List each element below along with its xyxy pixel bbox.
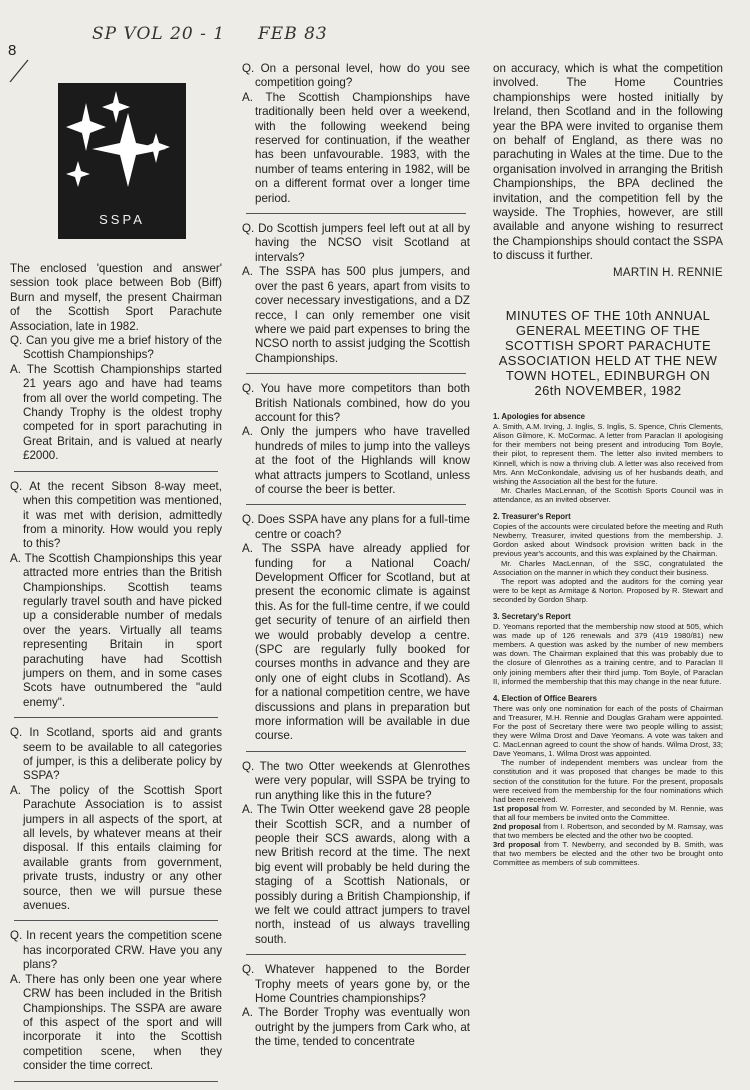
minutes-paragraph: The number of independent members was unclear from the constitution and it was proposed that changes be made to this section of the constitution for the future. For the present, proposals were received from the membership for the four nominations which had been received. (493, 758, 723, 804)
question: Q. The two Otter weekends at Glenrothes were very popular, will SSPA be trying to run anything like this in the future? (242, 759, 470, 802)
minutes-paragraph: A. Smith, A.M. Irving, J. Inglis, S. Inglis, S. Spence, Chris Clements, Alison Gilmore, K. McCormac. A letter from Paraclan II apologising for their members not being present and introducing Tom Boyle, their pilot, to represent them. The letter also invited members to Kinnell, which is now a thriving club. A letter was also received from Mrs. Ann McConkondale, advising us of her husbands death, and wishing the Association all the best for the future. (493, 422, 723, 486)
qa-item (10, 929, 222, 1073)
qa-item (242, 222, 470, 366)
question: Q. You have more competitors than both British Nationals combined, how do you account for this? (242, 382, 470, 424)
divider (246, 213, 466, 214)
answer: A. The SSPA has 500 plus jumpers, and over the past 6 years, apart from visits to cover necessary investigations, and a DZ recce, I can only remember one visit where we paid part expenses to bring the NCSO north to assist judging the Scottish Championships. (242, 265, 470, 365)
qa-item (10, 726, 222, 913)
qa-item (10, 480, 222, 711)
proposal-label: 2nd proposal (493, 822, 541, 832)
sspa-logo (58, 83, 186, 239)
answer: A. Only the jumpers who have travelled hundreds of miles to jump into the valleys at the foot of the Highlands will know what attracts jumpers to Scotland, unless of course the beer is better. (242, 425, 470, 496)
divider (14, 717, 218, 718)
qa-item (10, 334, 222, 464)
page-number: 8 (8, 42, 17, 59)
minutes-paragraph: Mr. Charles MacLennan, of the SSC, congratulated the Association on the manner in which they conduct their business. (493, 558, 723, 577)
divider (246, 504, 466, 505)
column-right (493, 62, 723, 868)
divider (246, 373, 466, 374)
answer: A. The policy of the Scottish Sport Parachute Association is to assist jumpers in all aspects of the sport, at all levels, by whatever means at their disposal. If this entails claiming for available grants from government, private trusts, industry or any other source, then we will pursue these avenues. (10, 783, 222, 913)
divider (246, 751, 466, 752)
proposal-label: 1st proposal (493, 803, 539, 813)
proposal-label: 3rd proposal (493, 840, 541, 850)
answer: A. There has only been one year where CRW has been included in the British Championships. The SSPA are aware of this aspect of the sport and will incorporate it into the Scottish competition scene, when they consider the time correct. (10, 972, 222, 1073)
question: Q. At the recent Sibson 8-way meet, when this competition was mentioned, it was met with derision, admittedly from a minority. How would you reply to this? (10, 479, 222, 551)
answer: A. The Twin Otter weekend gave 28 people their Scottish SCR, and a number of people their SCS awards, along with a new British record at the time. The next big event will probably be held during the staging of a Scottish Nationals, or possibly during a British Championship, if we felt we could attract jumpers to travel north, instead of us always travelling south. (242, 803, 470, 946)
minutes-section-heading: 2. Treasurer's Report (493, 512, 571, 522)
author-signature: MARTIN H. RENNIE (612, 266, 723, 279)
answer: A. The SSPA have already applied for funding for a National Coach/ Development Officer for Scotland, but at present the economic climate is against this. As for the full-time centre, if we could get security of tenure of an airfield then we would probably develop a centre. (SPC are regularly fully booked for courses months in advance and they are only one of eight clubs in Scotland). As for a national competition centre, we have discussions and plans in preparation but more information will be available in due course. (242, 542, 470, 743)
answer-continuation: on accuracy, which is what the competition involved. The Home Countries championships were hosted initially by Ireland, then Scotland and in the following year the BPA were invited to organise them on behalf of England, as there was no parachuting in Wales at the time. Due to the organisation involved in arranging the British Championships, the BPA declined the invitation, and the competition fell by the wayside. The Trophies, however, are still available and anyone wishing to resurrect the Championships should contact the SSPA to discuss it further. (493, 62, 723, 263)
pen-mark-icon (8, 58, 30, 84)
answer: A. The Scottish Championships this year attracted more entries than the British Championships. Scottish teams regularly travel south and have picked up a considerable number of medals over the years. Virtually all teams representing Britain in sport parachuting have had Scottish jumpers on them, and in some cases Scots have outnumbered the "auld enemy". (10, 551, 222, 709)
minutes-body (493, 412, 723, 867)
intro-paragraph: The enclosed 'question and answer' session took place between Bob (Biff) Burn and myself, the present Chairman of the Scottish Sport Parachute Association, late in 1982. (10, 262, 222, 333)
minutes-proposal (493, 840, 723, 867)
column-middle (242, 62, 470, 1056)
divider (14, 1081, 218, 1082)
minutes-proposal (493, 822, 723, 840)
minutes-paragraph: Mr. Charles MacLennan, of the Scottish Sports Council was in attendance, as an invited observer. (493, 485, 723, 504)
question: Q. Does SSPA have any plans for a full-time centre or coach? (242, 513, 470, 541)
handwritten-date-note: FEB 83 (258, 24, 328, 44)
proposal-text: from T. Newberry, and seconded by B. Smith, was that two members be elected and the other two be brought onto Committee as members of sub committees. (493, 840, 723, 868)
minutes-title: MINUTES OF THE 10th ANNUAL GENERAL MEETING OF THE SCOTTISH SPORT PARACHUTE ASSOCIATION HELD AT THE NEW TOWN HOTEL, EDINBURGH ON 26th NOVEMBER, 1982 (498, 308, 718, 399)
qa-item (242, 760, 470, 947)
question: Q. On a personal level, how do you see competition going? (242, 62, 470, 90)
question: Q. Whatever happened to the Border Trophy meets of years gone by, or the Home Countries championships? (242, 963, 470, 1005)
minutes-section-heading: 3. Secretary's Report (493, 611, 571, 621)
qa-item (242, 62, 470, 206)
minutes-proposal (493, 804, 723, 822)
divider (14, 471, 218, 472)
proposal-text: from I. Robertson, and seconded by M. Ramsay, was that two members be elected and the other two be coopted. (493, 822, 723, 841)
proposal-text: from W. Forrester, and seconded by M. Rennie, was that all four members be invited onto the Committee. (493, 803, 724, 822)
minutes-section-heading: 4. Election of Office Bearers (493, 693, 597, 703)
question: Q. Do Scottish jumpers feel left out at all by having the NCSO visit Scotland at intervals? (242, 222, 470, 264)
divider (14, 920, 218, 921)
answer: A. The Scottish Championships started 21 years ago and have had teams from all over the world competing. The Chandy Trophy is the oldest trophy competed for in sport parachuting in Great Britain, and is valued at nearly £2000. (10, 362, 222, 463)
qa-item (242, 963, 470, 1049)
handwritten-volume-note: SP VOL 20 - 1 (92, 24, 226, 44)
minutes-paragraph: D. Yeomans reported that the membership now stood at 505, which was made up of 126 renewals and 379 (419 1980/81) new members. A question was asked by the number of new members was down. The Chairman explained that this was probably due to the closure of Glenrothes as a training centre, and to Paraclan II only joining members after their third jump. Tom Boyle, of Paraclan II, informed the membership that this may change in the near future. (493, 622, 723, 686)
question: Q. Can you give me a brief history of the Scottish Championships? (10, 334, 222, 362)
minutes-paragraph: Copies of the accounts were circulated before the meeting and Ruth Newberry, Treasurer, invited questions from the membership. J. Gordon asked about Windsock provision written back in the previous year's accounts, and this was explained by the Chairman. (493, 522, 723, 559)
answer: A. The Border Trophy was eventually won outright by the jumpers from Cark who, at the time, tended to concentrate (242, 1006, 470, 1049)
answer: A. The Scottish Championships have traditionally been held over a weekend, with the following weekend being reserved for continuation, if the weather has been unfavourable. 1983, with the number of teams entering in 1982, will be on a different format over a longer time period. (242, 90, 470, 205)
question: Q. In recent years the competition scene has incorporated CRW. Have you any plans? (10, 929, 222, 972)
divider (246, 954, 466, 955)
minutes-paragraph: There was only one nomination for each of the posts of Chairman and Treasurer, M.H. Rennie and Douglas Graham were appointed. For the post of Secretary there were two people willing to assist; they were Wilma Drost and Dave Yeomans. A vote was taken and C. MacLennan agreed to count the show of hands. Wilma Drost, 33; Dave Yeomans, 1. Wilma Drost was appointed. (493, 703, 723, 759)
minutes-paragraph: The report was adopted and the auditors for the coming year were to be kept as Armitage & Norton. Proposed by R. Stewart and seconded by Gordon Sharp. (493, 576, 723, 604)
logo-text: SSPA (99, 212, 145, 227)
column-left (10, 262, 222, 1090)
qa-item (242, 513, 470, 744)
minutes-section-heading: 1. Apologies for absence (493, 412, 585, 422)
qa-item (242, 382, 470, 497)
question: Q. In Scotland, sports aid and grants seem to be available to all categories of jumper, is this a deliberate policy by SSPA? (10, 726, 222, 783)
